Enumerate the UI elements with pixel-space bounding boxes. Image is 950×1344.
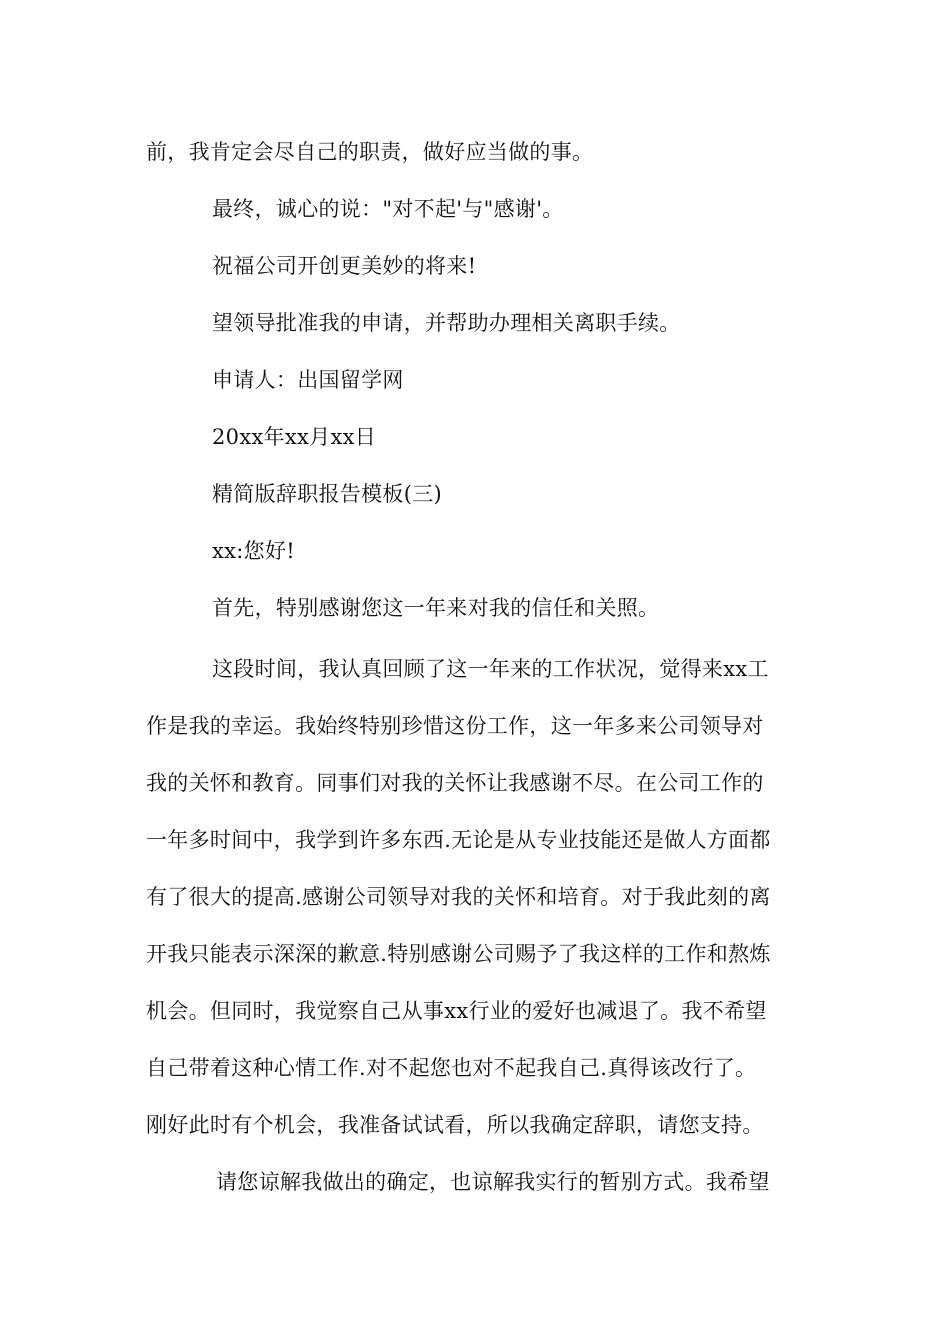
paragraph-line: 刚好此时有个机会，我准备试试看，所以我确定辞职，请您支持。: [146, 1113, 764, 1137]
paragraph-line: 我的关怀和教育。同事们对我的关怀让我感谢不尽。在公司工作的: [146, 771, 764, 795]
salutation-line: xx:您好!: [212, 539, 296, 563]
paragraph-line: 开我只能表示深深的歉意.特别感谢公司赐予了我这样的工作和熬炼: [146, 942, 771, 966]
paragraph-line: 请您谅解我做出的确定，也谅解我实行的暂别方式。我希望: [216, 1170, 770, 1194]
paragraph-line: 一年多时间中，我学到许多东西.无论是从专业技能还是做人方面都: [146, 828, 771, 852]
paragraph-line: 前，我肯定会尽自己的职责，做好应当做的事。: [146, 140, 594, 164]
paragraph-line: 这段时间，我认真回顾了这一年来的工作状况，觉得来xx工: [212, 657, 769, 681]
paragraph-line: 最终，诚心的说："对不起'与"感谢'。: [212, 197, 564, 221]
paragraph-line: 作是我的幸运。我始终特别珍惜这份工作，这一年多来公司领导对: [146, 714, 764, 738]
paragraph-line: 自己带着这种心情工作.对不起您也对不起我自己.真得该改行了。: [146, 1056, 757, 1080]
paragraph-line: 望领导批准我的申请，并帮助办理相关离职手续。: [212, 311, 681, 335]
paragraph-line: 首先，特别感谢您这一年来对我的信任和关照。: [212, 596, 660, 620]
date-line: 20xx年xx月xx日: [212, 425, 377, 449]
section-title: 精简版辞职报告模板(三): [212, 482, 442, 506]
paragraph-line: 祝福公司开创更美妙的将来!: [212, 254, 477, 278]
paragraph-line: 机会。但同时，我觉察自己从事xx行业的爱好也减退了。我不希望: [146, 999, 767, 1023]
applicant-line: 申请人：出国留学网: [212, 368, 404, 392]
paragraph-line: 有了很大的提高.感谢公司领导对我的关怀和培育。对于我此刻的离: [146, 885, 771, 909]
